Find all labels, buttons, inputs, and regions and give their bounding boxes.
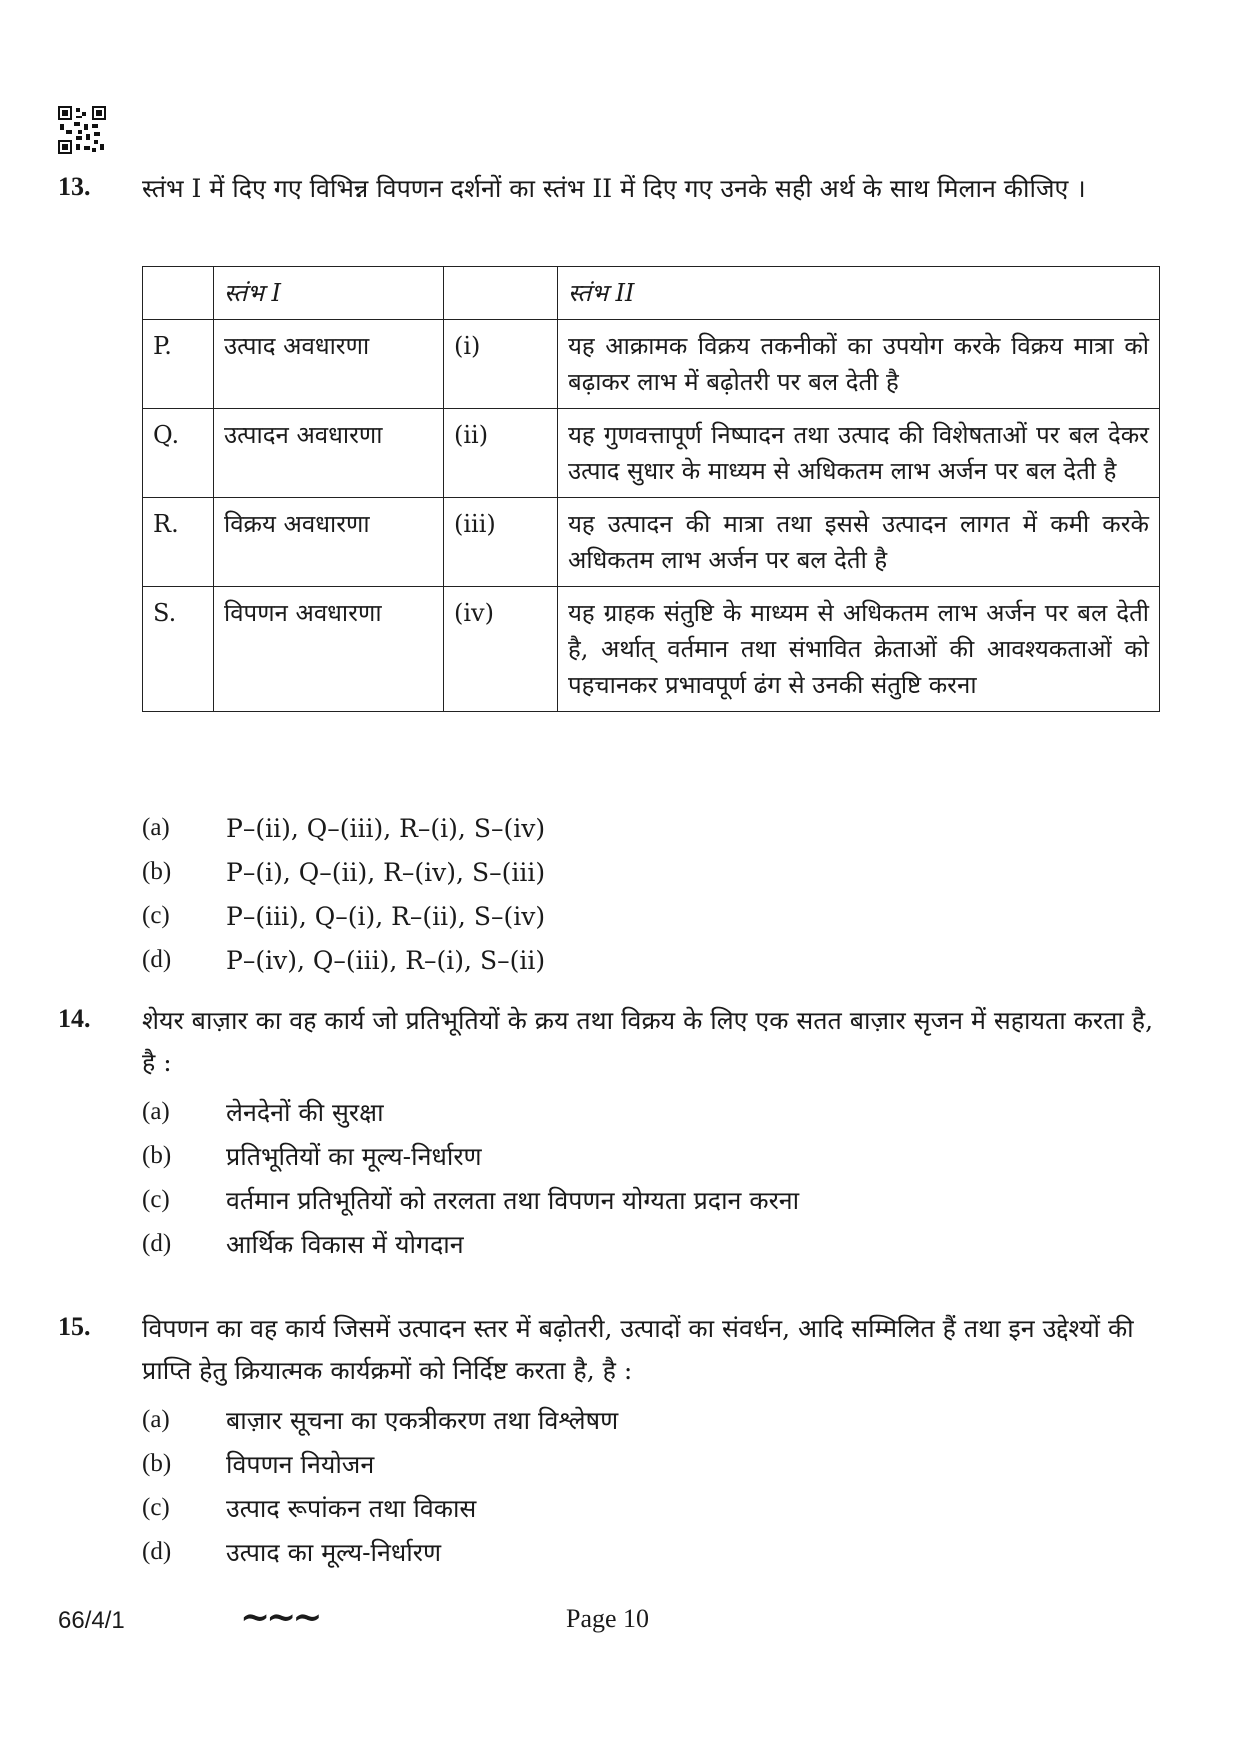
row-letter: R. bbox=[143, 498, 214, 587]
option-c[interactable] bbox=[142, 1178, 1142, 1222]
option-label: (a) bbox=[142, 1406, 170, 1433]
option-text: P–(iv), Q–(iii), R–(i), S–(ii) bbox=[226, 945, 546, 975]
paper-code: 66/4/1 bbox=[58, 1607, 125, 1634]
question-number: 13. bbox=[58, 172, 91, 201]
option-text: लेनदेनों की सुरक्षा bbox=[226, 1098, 384, 1127]
qr-code-icon bbox=[58, 106, 106, 154]
table-row bbox=[143, 587, 1160, 712]
row-letter: P. bbox=[143, 320, 214, 409]
table-row bbox=[143, 409, 1160, 498]
option-label: (c) bbox=[142, 902, 170, 929]
option-text: P–(iii), Q–(i), R–(ii), S–(iv) bbox=[226, 901, 546, 931]
column-1-cell: उत्पादन अवधारणा bbox=[214, 409, 444, 498]
table-row bbox=[143, 498, 1160, 587]
row-numeral: (i) bbox=[444, 320, 558, 409]
column-2-cell: यह उत्पादन की मात्रा तथा इससे उत्पादन लागत में कमी करके अधिकतम लाभ अर्जन पर बल देती है bbox=[558, 498, 1160, 587]
option-label: (c) bbox=[142, 1186, 170, 1213]
option-text: वर्तमान प्रतिभूतियों को तरलता तथा विपणन योग्यता प्रदान करना bbox=[226, 1186, 800, 1215]
question-number: 14. bbox=[58, 1004, 91, 1033]
option-label: (d) bbox=[142, 946, 172, 973]
option-c[interactable] bbox=[142, 1486, 1142, 1530]
option-text: प्रतिभूतियों का मूल्य-निर्धारण bbox=[226, 1142, 482, 1171]
option-text: उत्पाद रूपांकन तथा विकास bbox=[226, 1494, 477, 1523]
row-numeral: (iii) bbox=[444, 498, 558, 587]
option-a[interactable] bbox=[142, 1090, 1142, 1134]
option-text: P–(ii), Q–(iii), R–(i), S–(iv) bbox=[226, 813, 546, 843]
option-label: (b) bbox=[142, 1450, 172, 1477]
option-b[interactable] bbox=[142, 1442, 1142, 1486]
row-numeral: (iv) bbox=[444, 587, 558, 712]
q14-options bbox=[142, 1090, 1142, 1266]
row-letter: S. bbox=[143, 587, 214, 712]
question-number: 15. bbox=[58, 1312, 91, 1341]
option-d[interactable] bbox=[142, 938, 1142, 982]
option-text: P–(i), Q–(ii), R–(iv), S–(iii) bbox=[226, 857, 546, 887]
column-1-cell: विक्रय अवधारणा bbox=[214, 498, 444, 587]
q15-options bbox=[142, 1398, 1142, 1574]
table-header-cell bbox=[143, 267, 214, 320]
matching-table bbox=[142, 266, 1160, 712]
column-2-cell: यह ग्राहक संतुष्टि के माध्यम से अधिकतम लाभ अर्जन पर बल देती है, अर्थात् वर्तमान तथा संभावित क्रेताओं की आवश्यकताओं को पहचानकर प्रभावपूर्ण ढंग से उनकी संतुष्टि करना bbox=[558, 587, 1160, 712]
table-header-cell: स्तंभ II bbox=[558, 267, 1160, 320]
question-text: शेयर बाज़ार का वह कार्य जो प्रतिभूतियों के क्रय तथा विक्रय के लिए एक सतत बाज़ार सृजन में सहायता करता है, है : bbox=[142, 1006, 1154, 1077]
page-number: Page 10 bbox=[566, 1604, 650, 1633]
wave-ornament: ~~~ bbox=[240, 1596, 319, 1638]
option-text: विपणन नियोजन bbox=[226, 1450, 375, 1479]
row-letter: Q. bbox=[143, 409, 214, 498]
option-text: उत्पाद का मूल्य-निर्धारण bbox=[226, 1538, 442, 1567]
option-d[interactable] bbox=[142, 1222, 1142, 1266]
column-1-cell: उत्पाद अवधारणा bbox=[214, 320, 444, 409]
option-label: (c) bbox=[142, 1494, 170, 1521]
option-text: बाज़ार सूचना का एकत्रीकरण तथा विश्लेषण bbox=[226, 1406, 619, 1435]
question-text: विपणन का वह कार्य जिसमें उत्पादन स्तर में बढ़ोतरी, उत्पादों का संवर्धन, आदि सम्मिलित हैं तथा इन उद्देश्यों की प्राप्ति हेतु क्रियात्मक कार्यक्रमों को निर्दिष्ट करता है, है : bbox=[142, 1314, 1134, 1385]
option-label: (d) bbox=[142, 1230, 172, 1257]
option-c[interactable] bbox=[142, 894, 1142, 938]
option-text: आर्थिक विकास में योगदान bbox=[226, 1230, 464, 1259]
column-2-cell: यह गुणवत्तापूर्ण निष्पादन तथा उत्पाद की विशेषताओं पर बल देकर उत्पाद सुधार के माध्यम से अधिकतम लाभ अर्जन पर बल देती है bbox=[558, 409, 1160, 498]
table-header-cell bbox=[444, 267, 558, 320]
column-2-cell: यह आक्रामक विक्रय तकनीकों का उपयोग करके विक्रय मात्रा को बढ़ाकर लाभ में बढ़ोतरी पर बल देती है bbox=[558, 320, 1160, 409]
option-label: (a) bbox=[142, 814, 170, 841]
option-b[interactable] bbox=[142, 850, 1142, 894]
option-a[interactable] bbox=[142, 806, 1142, 850]
question-text: स्तंभ I में दिए गए विभिन्न विपणन दर्शनों का स्तंभ II में दिए गए उनके सही अर्थ के साथ मिलान कीजिए । bbox=[142, 174, 1086, 203]
column-1-cell: विपणन अवधारणा bbox=[214, 587, 444, 712]
question-14 bbox=[58, 1000, 1168, 1280]
option-d[interactable] bbox=[142, 1530, 1142, 1574]
row-numeral: (ii) bbox=[444, 409, 558, 498]
option-label: (b) bbox=[142, 858, 172, 885]
q13-options bbox=[142, 806, 1142, 982]
option-b[interactable] bbox=[142, 1134, 1142, 1178]
option-label: (a) bbox=[142, 1098, 170, 1125]
table-header-cell: स्तंभ I bbox=[214, 267, 444, 320]
option-label: (d) bbox=[142, 1538, 172, 1565]
table-header-row bbox=[143, 267, 1160, 320]
option-a[interactable] bbox=[142, 1398, 1142, 1442]
question-15 bbox=[58, 1308, 1168, 1588]
table-row bbox=[143, 320, 1160, 409]
option-label: (b) bbox=[142, 1142, 172, 1169]
